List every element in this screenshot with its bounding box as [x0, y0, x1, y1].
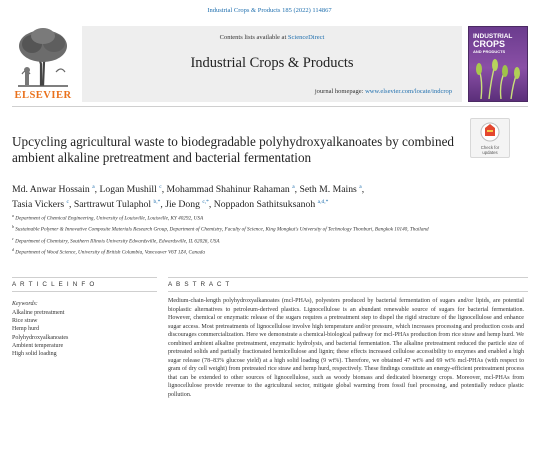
- cover-title-line2: CROPS: [473, 39, 506, 49]
- affiliation-text: Sustainable Polymer & Innovative Composite Materials Research Group, Department of Chemistry, Faculty of Science, King Mongkut's University of Technology Thonburi, Bangkok 10140, Thailand: [15, 227, 429, 234]
- check-updates-line1: Check for: [480, 145, 500, 150]
- affiliation-marker: d: [12, 246, 14, 252]
- affiliation: [12, 246, 532, 257]
- affiliation-list: [12, 212, 532, 257]
- journal-banner: [82, 26, 462, 102]
- author[interactable]: [12, 184, 95, 195]
- affiliation-text: Department of Chemical Engineering, University of Louisville, Louisville, KY 40292, USA: [15, 215, 204, 222]
- homepage-label: journal homepage:: [314, 88, 366, 95]
- homepage-link[interactable]: www.elsevier.com/locate/indcrop: [365, 88, 452, 95]
- elsevier-wordmark: ELSEVIER: [14, 90, 72, 101]
- author-affiliation-marker[interactable]: a,d,*: [317, 199, 329, 206]
- abstract-heading: A B S T R A C T: [168, 281, 231, 288]
- author[interactable]: [165, 199, 209, 210]
- author-affiliation-marker[interactable]: c,*: [202, 199, 209, 206]
- affiliation: [12, 235, 532, 246]
- check-for-updates-button[interactable]: [470, 118, 510, 158]
- cover-title-line1: INDUSTRIAL: [473, 33, 513, 40]
- keyword: Ambient temperature: [12, 342, 64, 349]
- author[interactable]: [12, 199, 69, 210]
- journal-citation[interactable]: [0, 7, 539, 14]
- author[interactable]: [74, 199, 161, 210]
- author[interactable]: [214, 199, 329, 210]
- abstract-rule: [168, 277, 528, 278]
- check-updates-label: [471, 145, 509, 155]
- author-name: Md. Anwar Hossain: [12, 184, 90, 196]
- check-updates-icon: [471, 119, 509, 145]
- journal-cover[interactable]: [468, 26, 528, 102]
- keyword: High solid loading: [12, 351, 57, 358]
- affiliation: [12, 212, 532, 223]
- keywords-label: Keywords:: [12, 301, 38, 307]
- author-affiliation-marker[interactable]: c: [66, 199, 69, 206]
- header-divider: [12, 106, 528, 107]
- affiliation-marker: c: [12, 235, 14, 241]
- author-name: Seth M. Mains: [299, 184, 357, 196]
- article-info-subrule: [12, 291, 157, 292]
- affiliation: [12, 223, 532, 234]
- journal-homepage: [82, 88, 462, 95]
- journal-title: Industrial Crops & Products: [190, 55, 354, 71]
- keyword: Alkaline pretreatment: [12, 310, 65, 316]
- affiliation-marker: a: [12, 213, 14, 218]
- author-name: Sarttrawut Tulaphol: [73, 199, 152, 211]
- article-title: Upcycling agricultural waste to biodegradable polyhydroxyalkanoates by combined ambient alkaline pretreatment and bacterial fermentation: [12, 134, 455, 165]
- keyword: Hemp hurd: [12, 326, 40, 333]
- abstract-subrule: [168, 291, 528, 292]
- author[interactable]: [99, 184, 161, 195]
- author-name: Tasia Vickers: [12, 199, 65, 211]
- check-updates-line2: updates: [482, 150, 498, 155]
- affiliation-marker: b: [12, 224, 14, 230]
- author-name: Mohammad Shahinur Rahaman: [166, 184, 290, 196]
- author-name: Logan Mushill: [99, 184, 157, 196]
- contents-prefix: Contents lists available at: [219, 34, 288, 41]
- author-affiliation-marker[interactable]: a: [92, 184, 95, 190]
- author-affiliation-marker[interactable]: b,*: [153, 199, 161, 206]
- article-info-rule: [12, 277, 157, 278]
- author-affiliation-marker[interactable]: a: [359, 184, 362, 190]
- cover-plant-illustration: [471, 55, 525, 99]
- author-name: Jie Dong: [165, 199, 200, 211]
- sciencedirect-link[interactable]: ScienceDirect: [287, 34, 325, 41]
- author-list: Md. Anwar Hossain $^a$, Logan Mushill $^c$, Mohammad Shahinur Rahaman $^a$, Seth M. Mains $^a$, Tasia Vickers $^c$, Sarttrawut Tulaphol $^{b,*}$, Jie Dong $^{c,*}$, Noppadon Sathitsuksanoh $^{a,d,*}$: [12, 184, 365, 211]
- affiliation-text: Department of Wood Science, University of British Columbia, Vancouver V6T 1Z4, Canada: [15, 249, 205, 256]
- keyword-list: [12, 309, 152, 358]
- contents-available: [82, 34, 462, 41]
- elsevier-tree-logo: [12, 26, 74, 98]
- abstract-text: Medium-chain-length polyhydroxyalkanoates (mcl-PHAs), polyesters produced by bacterial fermentation of sugars and/or lipids, are potential bioplastic alternatives to petroleum-derived plastics. Lignocellulose is an abundant renewable source of sugars for bacterial fermentation. However, chemical or enzymatic release of the sugars requires a pretreatment step to dispel the rigid structure of the lignocellulose and enhance sugar access. Most pretreatments of lignocellulose involve high temperature and/or pressure, which increases processing and production costs and discourages commercialization. Here we demonstrate a chemical-biological pathway for mcl-PHAs production from rice straw and hemp hurd. We combined ambient alkaline pretreatment, enzymatic hydrolysis, and bacterial fermentation. The alkaline pretreatment reduced the particle size of pretreated solids and partially fractionated hemicellulose and lignin; these effects increased cellulose accessibility to enzymes and enabled a high sugar release (78–83% glucose yield) at a high solid loading (9 wt%). Therefore, we obtained 47 wt% and 69 wt% mcl-PHAs (with respect to gram of dry cell weight) from pretreated rice straw and hemp hurd, respectively. These findings constitute an energy-efficient pretreatment process that can be extended to other sources of lignocellulose, such as woody biomass and dedicated bioenergy crops. Moreover, mcl-PHAs from lignocellulose provide revenue to the agricultural sector, mitigate global warming from fossil fuel processing, and potentially reduce plastic pollution.: [168, 298, 524, 399]
- cover-title: [473, 33, 523, 54]
- author-affiliation-marker[interactable]: a: [292, 184, 295, 190]
- article-info-heading: A R T I C L E I N F O: [12, 281, 96, 288]
- author[interactable]: [167, 184, 295, 195]
- affiliation-text: Department of Chemistry, Southern Illinois University Edwardsville, Edwardsville, IL 62026, USA: [15, 238, 220, 245]
- author[interactable]: [299, 184, 361, 195]
- citation-link[interactable]: Industrial Crops & Products 185 (2022) 114867: [207, 7, 332, 14]
- author-affiliation-marker[interactable]: c: [159, 184, 162, 190]
- cover-title-line3: AND PRODUCTS: [473, 49, 506, 54]
- keyword: Rice straw: [12, 318, 38, 325]
- author-name: Noppadon Sathitsuksanoh: [213, 199, 316, 211]
- keyword: Polyhydroxyalkanoates: [12, 334, 69, 341]
